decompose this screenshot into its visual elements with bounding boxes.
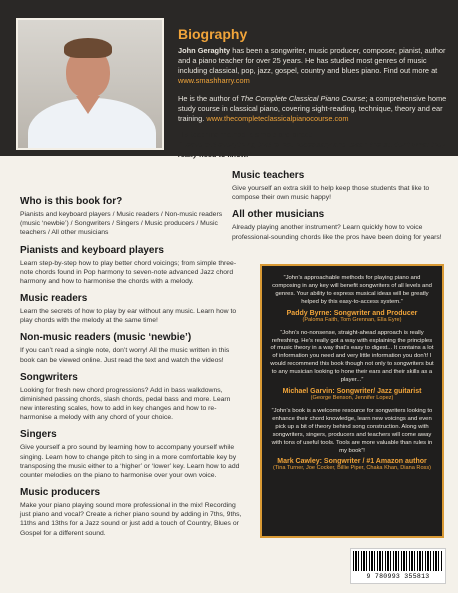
- biography-section: [178, 26, 450, 133]
- author-name: John Geraghty: [178, 46, 231, 55]
- section-heading: Singers: [20, 429, 57, 441]
- barcode-bars: [353, 551, 443, 571]
- section-text: Give yourself an extra skill to help keep those students that like to compose their own music happy!: [232, 185, 430, 202]
- section-text: If you can’t read a single note, don’t worry! All the music written in this book can be viewed online. Just read the text and watch the videos!: [20, 347, 230, 364]
- review: [270, 408, 434, 471]
- section-text: Learn the secrets of how to play by ear without any music. Learn how to play chords with the melody at the same time!: [20, 308, 237, 325]
- method-intro: His teaching method is simple and direct:: [178, 130, 313, 139]
- website-link[interactable]: www.smashharry.com: [178, 75, 250, 85]
- reviewer-name: Mark Cawley: Songwriter / #1 Amazon author: [277, 458, 427, 466]
- review-text: “John’s no-nonsense, straight-ahead approach is really refreshing. He’s really got a way with explaining the principles of music theory in a way that’s easy to digest... It contains a lot of information you need and very little information you don’t! I would recommend this book though not only to songwriters but to any musician looking to hone their ears and their skills as a player...”: [270, 329, 434, 384]
- section-text: Already playing another instrument? Learn quickly how to voice professional-sounding chords like the pros have been doing for years!: [232, 224, 442, 241]
- bio-p2-start: He is the author of: [178, 94, 241, 104]
- reviewer-credits: (Tina Turner, Joe Cocker, Billie Piper, Chaka Khan, Diana Ross): [272, 465, 432, 472]
- course-link[interactable]: www.thecompleteclassicalpianocourse.com: [206, 114, 349, 124]
- reviewer-credits: (George Benson, Jennifer Lopez): [310, 394, 394, 401]
- reviewer-name: Michael Garvin: Songwriter/ Jazz guitarist: [282, 387, 422, 395]
- teaching-method: [178, 130, 450, 160]
- method-quote: “Leave out everything that is not necessary and teach the student what they really need to know.”: [178, 139, 446, 159]
- reviews-box: [260, 264, 444, 538]
- reviewer-name: Paddy Byrne: Songwriter and Producer: [286, 309, 418, 317]
- section-text: Learn step-by-step how to play better chord voicings; from simple three-note chords found in Pop harmony to seven-note advanced Jazz chord harmony and how to harmonise the chords with a melody.: [20, 259, 237, 285]
- review-text: “John’s approachable methods for playing piano and composing in any key will benefit songwriters of all levels and genres. Your ability to express musical ideas will be greatly helped by this easy-to-access system.”: [272, 275, 432, 305]
- reviewer-credits: (Paloma Faith, Tom Grennan, Ella Eyre): [302, 316, 402, 323]
- section-heading: Music producers: [20, 487, 101, 499]
- isbn-barcode: [350, 548, 446, 584]
- section-heading: Non-music readers (music ‘newbie’): [20, 332, 192, 344]
- bio-p2-text: ; a comprehensive home study course in classical piano, covering sight-reading, technique, theory and ear training.: [178, 94, 447, 124]
- audience-column: [20, 196, 242, 545]
- bio-p1-text: has been a songwriter, music producer, composer, pianist, author and a piano teacher for over 25 years. He has studied most genres of music including classical, pop, jazz, gospel, country and blues piano. Find out more at: [178, 46, 446, 75]
- section-heading: Pianists and keyboard players: [20, 244, 164, 256]
- review-text: “John’s book is a welcome resource for songwriters looking to enhance their chord knowledge, learn new voicings and even pick up a bit of theory behind song construction. Along with songwriters, singers, producers and teachers will come away with tons of useful tools. Tools are more valuable than rules in my book”!: [271, 407, 433, 454]
- biography-paragraph-1: [178, 46, 450, 85]
- review: [270, 330, 434, 401]
- isbn-number: 9 780993 355813: [366, 573, 430, 580]
- section-text: Make your piano playing sound more professional in the mix! Recording just piano and vocal? Create a richer piano sound by adding in 7ths, 9ths, 11ths and 13ths for a Jazz sound or just add a touch of Country, Blues or Gospel for a different sound.: [20, 502, 242, 537]
- section-heading: Music teachers: [232, 170, 305, 181]
- photo-hair: [64, 38, 112, 58]
- book-title: The Complete Classical Piano Course: [240, 94, 366, 104]
- section-text: Give yourself a pro sound by learning how to accompany yourself while singing. Learn how to change pitch to sing in a more comfortable key by transposing the music either to a ‘higher’ or ‘lower’ key. Learn how to add counter melodies on the piano to harmonise over your own voice.: [20, 444, 240, 479]
- section-heading: All other musicians: [232, 209, 325, 221]
- biography-paragraph-2: [178, 94, 450, 124]
- section-heading: Who is this book for?: [20, 196, 123, 207]
- biography-title: Biography: [178, 26, 248, 42]
- section-heading: Music readers: [20, 293, 88, 305]
- section-text: Pianists and keyboard players / Music readers / Non-music readers (music ‘newbie’) / Songwriters / Singers / Music producers / Music teachers / All other musicians: [20, 211, 223, 237]
- more-audience-column: [232, 170, 450, 249]
- section-text: Looking for fresh new chord progressions? Add in bass walkdowns, diminished passing chords, slash chords, pedal bass and more. Learn new interesting scales, how to add in key changes and how to re-harmonise a melody with any chord of your choice.: [20, 386, 231, 422]
- review: [270, 275, 434, 323]
- author-photo: [16, 18, 164, 150]
- section-heading: Songwriters: [20, 371, 78, 383]
